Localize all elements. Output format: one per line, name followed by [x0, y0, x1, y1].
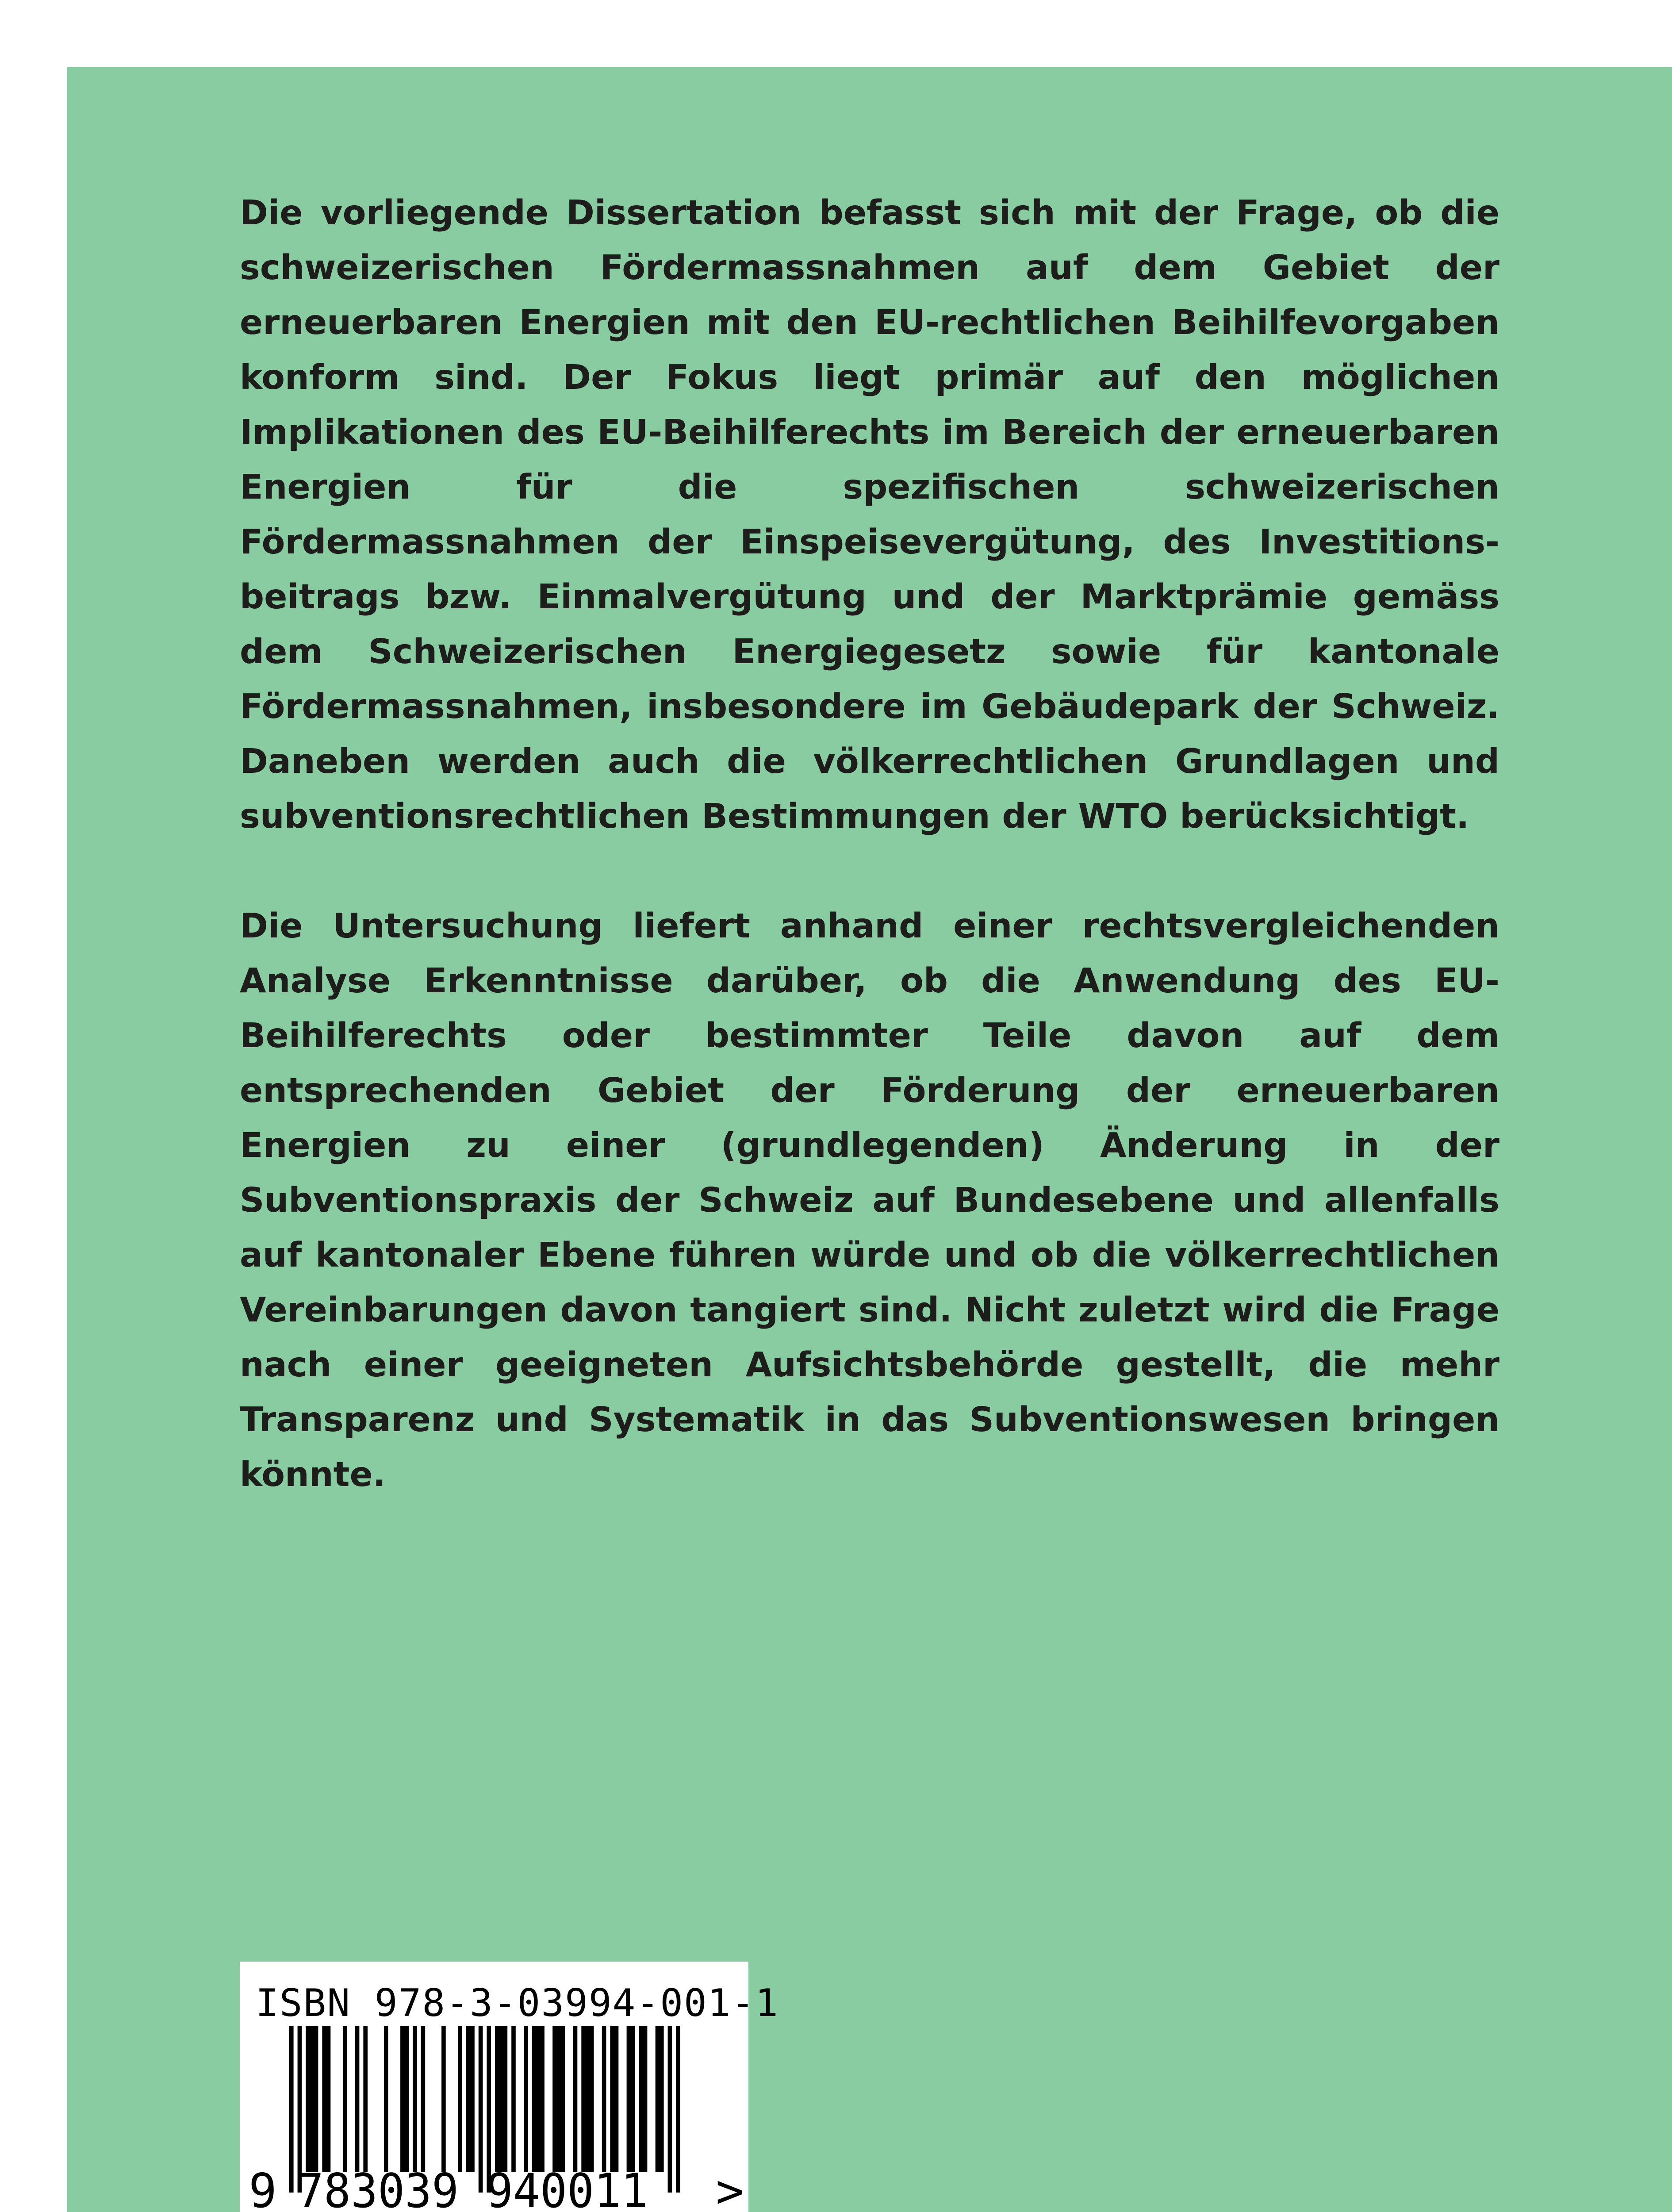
- ean-left-group: 783039: [297, 2164, 459, 2212]
- blurb-paragraph-1: Die vorliegende Dissertation befasst sich mit der Frage, ob die schweizerischen Fördermassnahmen auf dem Gebiet der erneuerbaren Energien mit den EU-rechtlichen Beihilfevorgaben konform sind. Der Fokus liegt primär auf den möglichen Implikationen des EU-Beihilferechts im Bereich der erneuerbaren Energien für die spezifischen schweizerischen Fördermassnahmen der Einspeisevergütung, des Investitionsbeitrags bzw. Einmalvergütung und der Marktprämie gemäss dem Schweizerischen Energiegesetz sowie für kantonale Fördermassnahmen, insbesondere im Gebäudepark der Schweiz. Daneben werden auch die völkerrechtlichen Grundlagen und subventionsrechtlichen Bestimmungen der WTO berücksichtigt.: [240, 193, 1499, 836]
- ean-right-group: 940011: [486, 2164, 648, 2212]
- ean-quiet-marker: >: [716, 2164, 744, 2212]
- blurb-text: [240, 186, 1499, 1502]
- ean-digits: [240, 1962, 748, 2212]
- blurb-paragraph-2: Die Untersuchung liefert anhand einer rechtsvergleichenden Analyse Erkenntnisse darüber, ob die Anwendung des EU-Beihilferechts oder bestimmter Teile davon auf dem entsprechenden Gebiet der Förderung der erneuerbaren Energien zu einer (grundlegenden) Änderung in der Subventionspraxis der Schweiz auf Bundesebene und allenfalls auf kantonaler Ebene führen würde und ob die völkerrechtlichen Vereinbarungen davon tangiert sind. Nicht zuletzt wird die Frage nach einer geeigneten Aufsichtsbehörde gestellt, die mehr Transparenz und Systematik in das Subventionswesen bringen könnte.: [240, 906, 1499, 1494]
- isbn-barcode: [240, 1962, 779, 2212]
- ean-first-digit: 9: [249, 2164, 277, 2212]
- isbn-label: ISBN 978-3-03994-001-1: [256, 1981, 779, 2025]
